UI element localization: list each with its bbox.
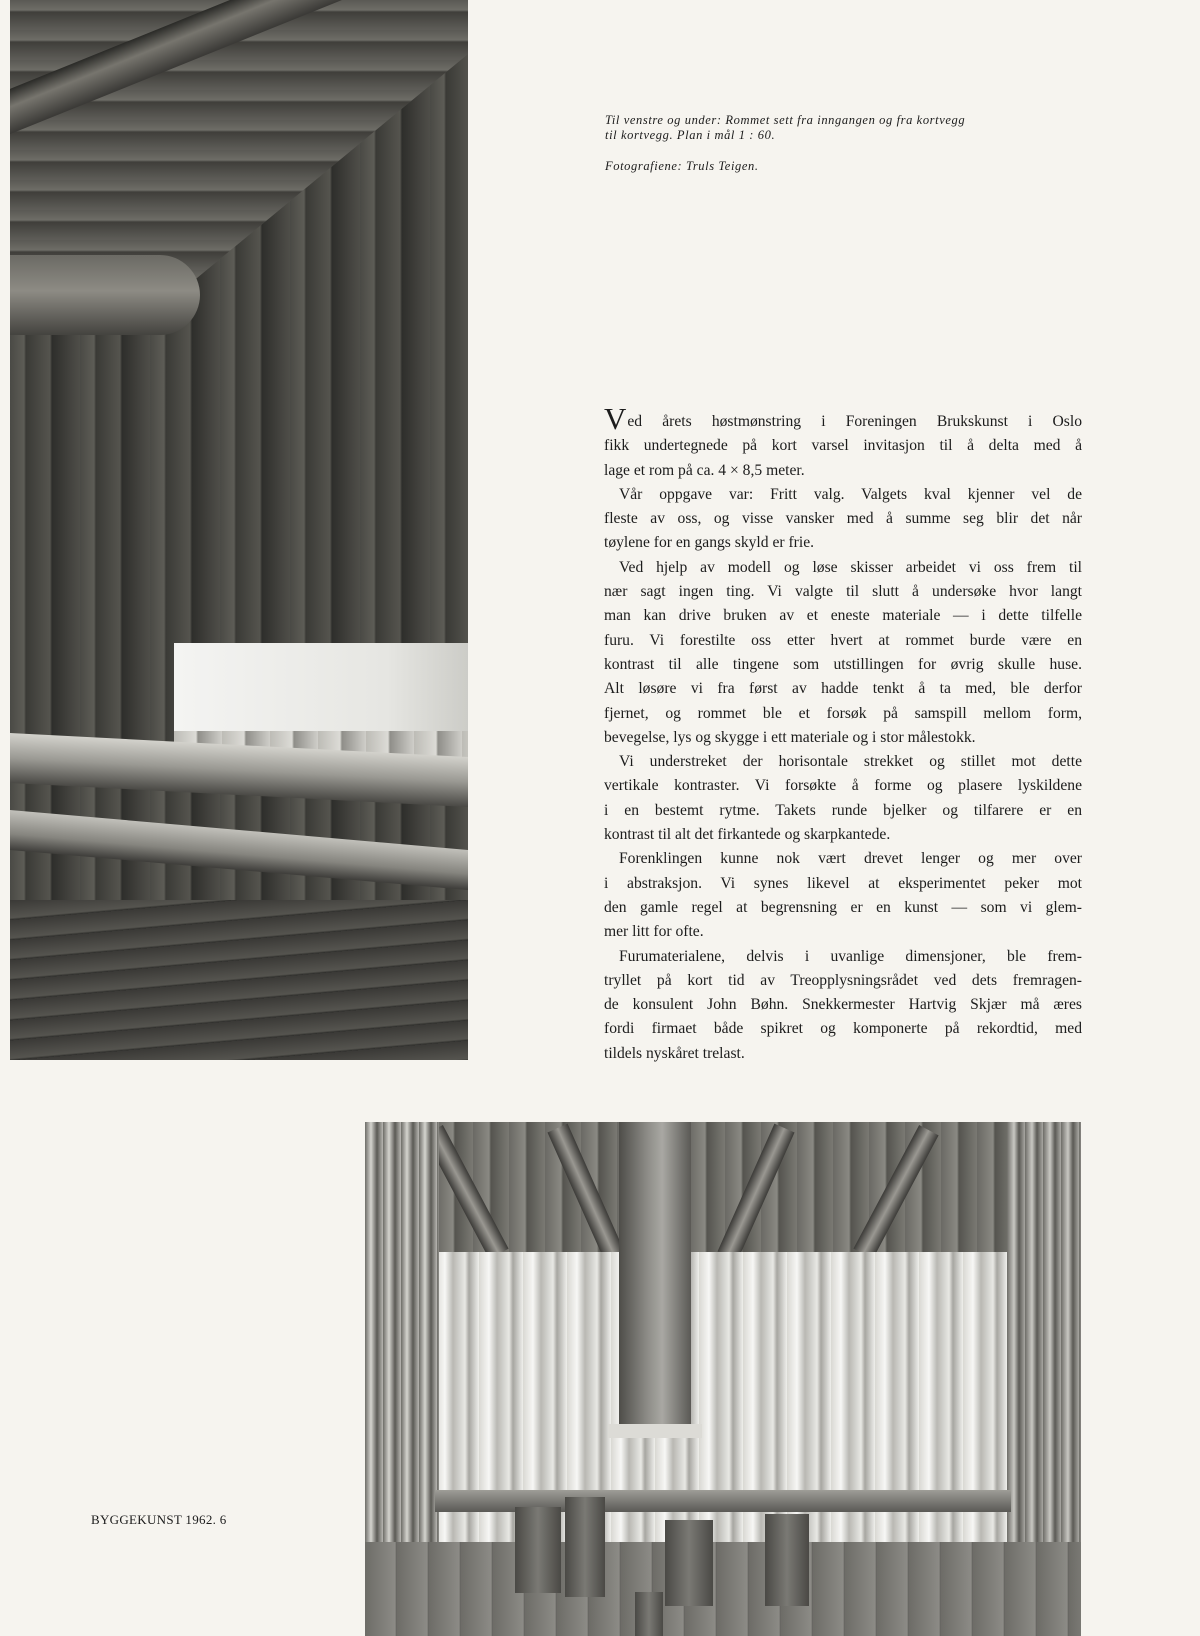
text-line: i abstraksjon. Vi synes likevel at eksperimentet peker mot (604, 874, 1082, 892)
wood-block (515, 1507, 561, 1593)
text-line: Ved hjelp av modell og løse skisser arbeidet vi oss frem til (619, 558, 1082, 576)
floor-boards (365, 1542, 1081, 1636)
wood-block (635, 1592, 663, 1636)
column-hood (608, 1424, 702, 1438)
text-line: nær sagt ingen ting. Vi valgte til slutt å undersøke hvor langt (604, 583, 1082, 601)
room-interior-photo (365, 1122, 1081, 1636)
journal-footer: BYGGEKUNST 1962. 6 (91, 1512, 227, 1527)
paragraph (604, 401, 1082, 483)
caption-line: Til venstre og under: Rommet sett fra inngangen og fra kortvegg (605, 113, 966, 127)
text-line: man kan drive bruken av et eneste materiale — i dette tilfelle (604, 607, 1082, 625)
paragraph (604, 945, 1082, 1066)
wood-block (565, 1497, 605, 1597)
text-line: mer litt for ofte. (604, 923, 704, 941)
text-line: kontrast til alle tingene som utstillingen for øvrig skulle huse. (604, 655, 1082, 673)
wall-bench-lower (10, 810, 468, 890)
paragraph (604, 483, 1082, 556)
text-line: tryllet på kort tid av Treopplysningsrådet ved dets fremragen- (604, 971, 1082, 989)
text-line: furu. Vi forestilte oss etter hvert at rommet burde være en (604, 631, 1082, 649)
text-line: fordi firmaet både spikret og komponerte på rekordtid, med (604, 1020, 1082, 1038)
text-line: tildels nyskåret trelast. (604, 1044, 745, 1062)
caption-text (605, 113, 1082, 143)
text-line: Alt løsøre vi fra først av hadde tenkt å ta med, ble derfor (604, 680, 1082, 698)
caption-line: til kortvegg. Plan i mål 1 : 60. (605, 128, 776, 142)
text-line: kontrast til alt det firkantede og skarpkantede. (604, 826, 891, 844)
wood-block (765, 1514, 809, 1606)
paragraph (604, 750, 1082, 847)
text-line-content: ed årets høstmønstring i Foreningen Brukskunst i Oslo (627, 413, 1082, 430)
text-line (604, 401, 1082, 436)
text-line: Forenklingen kunne nok vært drevet lenger og mer over (619, 850, 1082, 868)
floor-boards (10, 900, 468, 1060)
text-line: bevegelse, lys og skygge i ett materiale og i stor målestokk. (604, 728, 976, 746)
paragraph (604, 556, 1082, 750)
photo-credit: Fotografiene: Truls Teigen. (605, 159, 759, 173)
text-line: fikk undertegnede på kort varsel invitasjon til å delta med å (604, 437, 1082, 455)
text-line: Vår oppgave var: Fritt valg. Valgets kval kjenner vel de (619, 485, 1082, 503)
text-line: vertikale kontraster. Vi forsøkte å forme og plasere lyskildene (604, 777, 1082, 795)
text-line: tøylene for en gangs skyld er frie. (604, 534, 815, 552)
text-line: Furumaterialene, delvis i uvanlige dimensjoner, ble frem- (619, 947, 1082, 965)
round-log-beam (10, 255, 200, 335)
drop-cap: V (604, 401, 628, 436)
photo-caption (605, 113, 1082, 174)
central-column (619, 1122, 691, 1432)
text-line: lage et rom på ca. 4 × 8,5 meter. (604, 461, 805, 479)
text-line: fleste av oss, og visse vansker med å summe seg blir det når (604, 510, 1082, 528)
text-line: den gamle regel at begrensning er en kunst — som vi glem- (604, 898, 1082, 916)
article-body (604, 401, 1082, 1066)
text-line: de konsulent John Bøhn. Snekkermester Hartvig Skjær må æres (604, 996, 1082, 1014)
paragraph (604, 847, 1082, 944)
wood-block (665, 1520, 713, 1606)
text-line: fjernet, og rommet ble et forsøk på samspill mellom form, (604, 704, 1082, 722)
text-line: Vi understreket der horisontale strekket og stillet mot dette (619, 753, 1082, 771)
light-panel (174, 643, 468, 731)
text-line: i en bestemt rytme. Takets runde bjelker og tilfarere er en (604, 801, 1082, 819)
room-corner-photo (10, 0, 468, 1060)
